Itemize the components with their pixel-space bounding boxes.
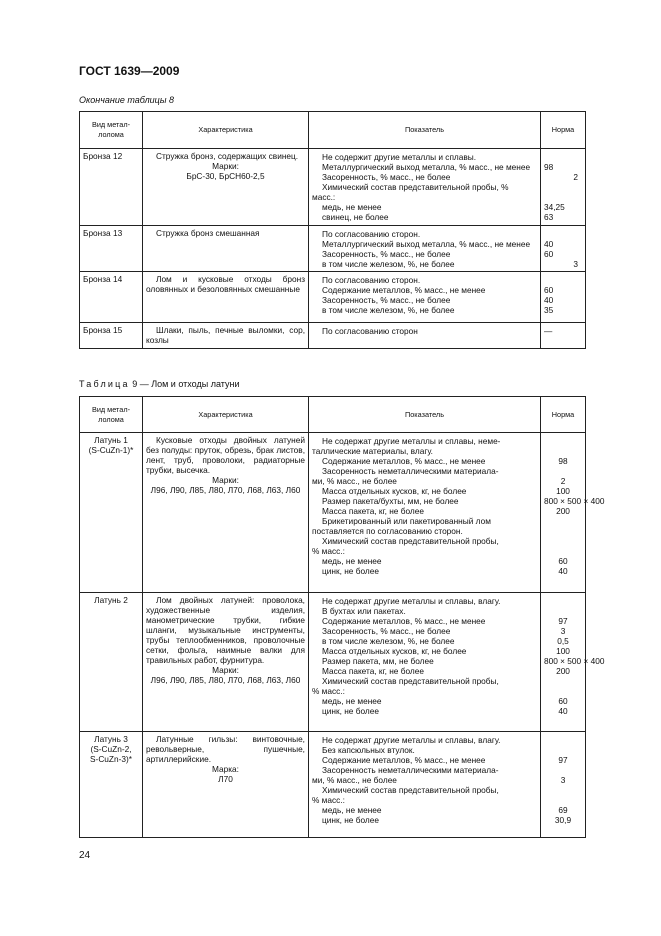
grades-label: Марка: (212, 764, 239, 774)
indicator-line: Без капсюльных втулок. (322, 745, 415, 755)
grades-list: Л70 (218, 774, 233, 784)
grades-list: Л96, Л90, Л85, Л80, Л70, Л68, Л63, Л60 (150, 675, 301, 685)
norm-value: — (544, 326, 553, 336)
indicator-line: медь, не менее (322, 556, 382, 566)
indicator-line: медь, не менее (322, 202, 382, 212)
indicator-line: цинк, не более (322, 706, 379, 716)
indicator-line: % масс.: (312, 546, 345, 556)
characteristic-text: Латунные гильзы: винтовочные, револьверные, пушечные, артиллерийские. (146, 734, 305, 764)
characteristic (143, 149, 309, 226)
norm-cell (541, 226, 586, 272)
document-title: ГОСТ 1639—2009 (79, 64, 180, 78)
col-header-kind: Вид метал- лолома (80, 112, 143, 149)
norm-value: 98 (544, 162, 554, 172)
indicator-line: Химический состав представительной пробы, % (322, 182, 509, 192)
norm-value (544, 546, 582, 556)
norm-value: 40 (544, 239, 554, 249)
characteristic-text: Стружка бронз, содержащих свинец. (156, 151, 299, 161)
indicator-line: медь, не менее (322, 805, 382, 815)
table8-caption: Окончание таблицы 8 (79, 95, 174, 105)
table-row (80, 226, 586, 272)
norm-value: 60 (544, 285, 554, 295)
norm-cell (541, 593, 605, 732)
indicator-line: ми, % масс., не более (312, 476, 397, 486)
norm-value: 3 (560, 775, 566, 785)
indicator-line: % масс.: (312, 686, 345, 696)
norm-value (544, 192, 582, 202)
scrap-kind: Бронза 15 (80, 323, 143, 349)
norm-value: 60 (558, 556, 568, 566)
norm-value: 34,25 (544, 202, 565, 212)
indicator-line: По согласованию сторон. (322, 275, 421, 285)
indicator-line: таллические материалы, влагу. (312, 446, 433, 456)
indicator-line: в том числе железом, %, не более (322, 636, 455, 646)
norm-value: 40 (558, 706, 568, 716)
table-row (80, 732, 586, 838)
indicator-line: медь, не менее (322, 696, 382, 706)
indicator-line: Не содержат другие металлы и сплавы, влагу. (322, 735, 501, 745)
indicator-line: Химический состав представительной пробы, (322, 536, 499, 546)
norm-value (544, 606, 582, 616)
table-row (80, 272, 586, 323)
indicator-cell (309, 593, 541, 732)
norm-value: 0,5 (557, 636, 569, 646)
indicator-line: Засоренность, % масс., не более (322, 295, 451, 305)
norm-value: 200 (556, 506, 570, 516)
indicator-line: Металлургический выход металла, % масс., не менее (322, 162, 531, 172)
indicator-line: Содержание металлов, % масс., не менее (322, 755, 486, 765)
indicator-cell (309, 433, 541, 593)
norm-value: 97 (558, 616, 568, 626)
table-row (80, 433, 586, 593)
indicator-line: Брикетированный или пакетированный лом (322, 516, 491, 526)
indicator-line: Масса пакета, кг, не более (322, 666, 424, 676)
characteristic (143, 593, 309, 732)
indicator-line: Химический состав представительной пробы, (322, 785, 499, 795)
indicator-line: Масса отдельных кусков, кг, не более (322, 646, 467, 656)
characteristic (143, 272, 309, 323)
grades-list: Л96, Л90, Л85, Л80, Л70, Л68, Л63, Л60 (150, 485, 301, 495)
norm-value: 60 (558, 696, 568, 706)
indicator-cell (309, 272, 541, 323)
norm-cell (541, 323, 586, 349)
norm-value (544, 536, 582, 546)
norm-cell (541, 433, 605, 593)
table-8 (79, 111, 586, 349)
table-9 (79, 396, 605, 838)
table-row (80, 149, 586, 226)
characteristic (143, 226, 309, 272)
col-header-norm: Норма (541, 397, 586, 433)
grades-label: Марки: (212, 665, 239, 675)
norm-value: 63 (544, 212, 554, 222)
characteristic-text: Стружка бронз смешанная (156, 228, 260, 238)
norm-value: 100 (556, 486, 570, 496)
scrap-kind: Бронза 14 (80, 272, 143, 323)
indicator-line: Содержание металлов, % масс., не менее (322, 616, 486, 626)
norm-value (544, 516, 582, 526)
norm-value (544, 466, 582, 476)
norm-value (544, 785, 582, 795)
indicator-line: ми, % масс., не более (312, 775, 397, 785)
norm-value (544, 735, 582, 745)
col-header-kind: Вид метал- лолома (80, 397, 143, 433)
norm-value: 200 (556, 666, 570, 676)
grades-label: Марки: (212, 475, 239, 485)
col-header-indicator: Показатель (309, 112, 541, 149)
col-header-norm: Норма (541, 112, 586, 149)
norm-value: 40 (558, 566, 568, 576)
norm-value (544, 229, 582, 239)
indicator-line: Содержание металлов, % масс., не менее (322, 285, 486, 295)
scrap-kind: Бронза 13 (80, 226, 143, 272)
norm-value: 35 (544, 305, 554, 315)
table-header-row (80, 112, 586, 149)
indicator-line: цинк, не более (322, 815, 379, 825)
norm-value (544, 795, 582, 805)
norm-value: 3 (573, 259, 578, 269)
indicator-line: Засоренность, % масс., не более (322, 626, 451, 636)
indicator-cell (309, 226, 541, 272)
norm-value: 100 (556, 646, 570, 656)
norm-value (544, 182, 582, 192)
indicator-line: Содержание металлов, % масс., не менее (322, 456, 486, 466)
indicator-line: в том числе железом, %, не более (322, 259, 455, 269)
indicator-line: Размер пакета/бухты, мм, не более (322, 496, 459, 506)
indicator-line: Засоренность неметаллическими материала- (322, 466, 499, 476)
indicator-line: Не содержат другие металлы и сплавы, неме- (322, 436, 501, 446)
norm-value: 2 (573, 172, 578, 182)
indicator-cell (309, 732, 541, 838)
characteristic (143, 433, 309, 593)
norm-value: 800 × 500 × 400 (544, 496, 605, 506)
indicator-line: По согласованию сторон (322, 326, 418, 336)
indicator-cell (309, 323, 541, 349)
table9-caption (79, 379, 239, 389)
scrap-kind: Бронза 12 (80, 149, 143, 226)
indicator-line: В бухтах или пакетах. (322, 606, 406, 616)
scrap-kind: Латунь 1 (S-CuZn-1)* (80, 433, 143, 593)
indicator-line: Размер пакета, мм, не более (322, 656, 434, 666)
norm-value: 800 × 500 × 400 (544, 656, 605, 666)
characteristic-text: Шлаки, пыль, печные выломки, сор, козлы (146, 325, 305, 345)
caption-text: 9 — Лом и отходы латуни (129, 379, 240, 389)
col-header-indicator: Показатель (309, 397, 541, 433)
indicator-line: По согласованию сторон. (322, 229, 421, 239)
characteristic (143, 732, 309, 838)
indicator-cell (309, 149, 541, 226)
norm-value (544, 152, 582, 162)
indicator-line: в том числе железом, %, не более (322, 305, 455, 315)
indicator-line: поставляется по согласованию сторон. (312, 526, 463, 536)
indicator-line: Не содержит другие металлы и сплавы. (322, 152, 477, 162)
indicator-line: масс.: (312, 192, 336, 202)
norm-value: 97 (558, 755, 568, 765)
norm-value (544, 436, 582, 446)
indicator-line: Металлургический выход металла, % масс., не менее (322, 239, 531, 249)
indicator-line: цинк, не более (322, 566, 379, 576)
table-header-row (80, 397, 586, 433)
scrap-kind: Латунь 3 (S-CuZn-2, S-CuZn-3)* (80, 732, 143, 838)
indicator-line: свинец, не более (322, 212, 389, 222)
norm-value (544, 676, 582, 686)
characteristic (143, 323, 309, 349)
col-header-characteristic: Характеристика (143, 112, 309, 149)
norm-value: 30,9 (554, 815, 572, 825)
table-row (80, 593, 586, 732)
norm-value (544, 275, 582, 285)
indicator-line: Не содержат другие металлы и сплавы, влагу. (322, 596, 501, 606)
indicator-line: % масс.: (312, 795, 345, 805)
caption-label: Таблица (79, 379, 130, 389)
norm-value: 40 (544, 295, 554, 305)
norm-value (544, 765, 582, 775)
indicator-line: Масса пакета, кг, не более (322, 506, 424, 516)
col-header-characteristic: Характеристика (143, 397, 309, 433)
indicator-line: Засоренность неметаллическими материала- (322, 765, 499, 775)
norm-value (544, 686, 582, 696)
indicator-line: Засоренность, % масс., не более (322, 249, 451, 259)
norm-value (544, 745, 582, 755)
norm-value: 60 (544, 249, 554, 259)
norm-value: 69 (558, 805, 568, 815)
norm-value: 2 (560, 476, 566, 486)
norm-cell (541, 272, 586, 323)
characteristic-text: Кусковые отходы двойных латуней без полуды: пруток, обрезь, брак листов, лент, труб, проволоки, радиаторные трубки, высечка. (146, 435, 305, 475)
indicator-line: Масса отдельных кусков, кг, не более (322, 486, 467, 496)
indicator-line: Химический состав представительной пробы, (322, 676, 499, 686)
norm-value (544, 526, 582, 536)
norm-value: 98 (558, 456, 568, 466)
table-row (80, 323, 586, 349)
page-number: 24 (79, 850, 91, 861)
indicator-line: Засоренность, % масс., не более (322, 172, 451, 182)
norm-value (544, 446, 582, 456)
grades-list: БрС-30, БрСН60-2,5 (186, 171, 265, 181)
characteristic-text: Лом двойных латуней: проволока, художественные изделия, манометрические трубки, гибкие шланги, музыкальные инструменты, трубы теплообменников, проволочные сетки, фольга, наимные валки для травильных работ, фурнитура. (146, 595, 305, 665)
scrap-kind: Латунь 2 (80, 593, 143, 732)
characteristic-text: Лом и кусковые отходы бронз оловянных и безоловянных смешанные (146, 274, 305, 294)
grades-label: Марки: (212, 161, 239, 171)
norm-value: 3 (560, 626, 566, 636)
norm-cell (541, 732, 586, 838)
norm-value (544, 596, 582, 606)
norm-cell (541, 149, 586, 226)
